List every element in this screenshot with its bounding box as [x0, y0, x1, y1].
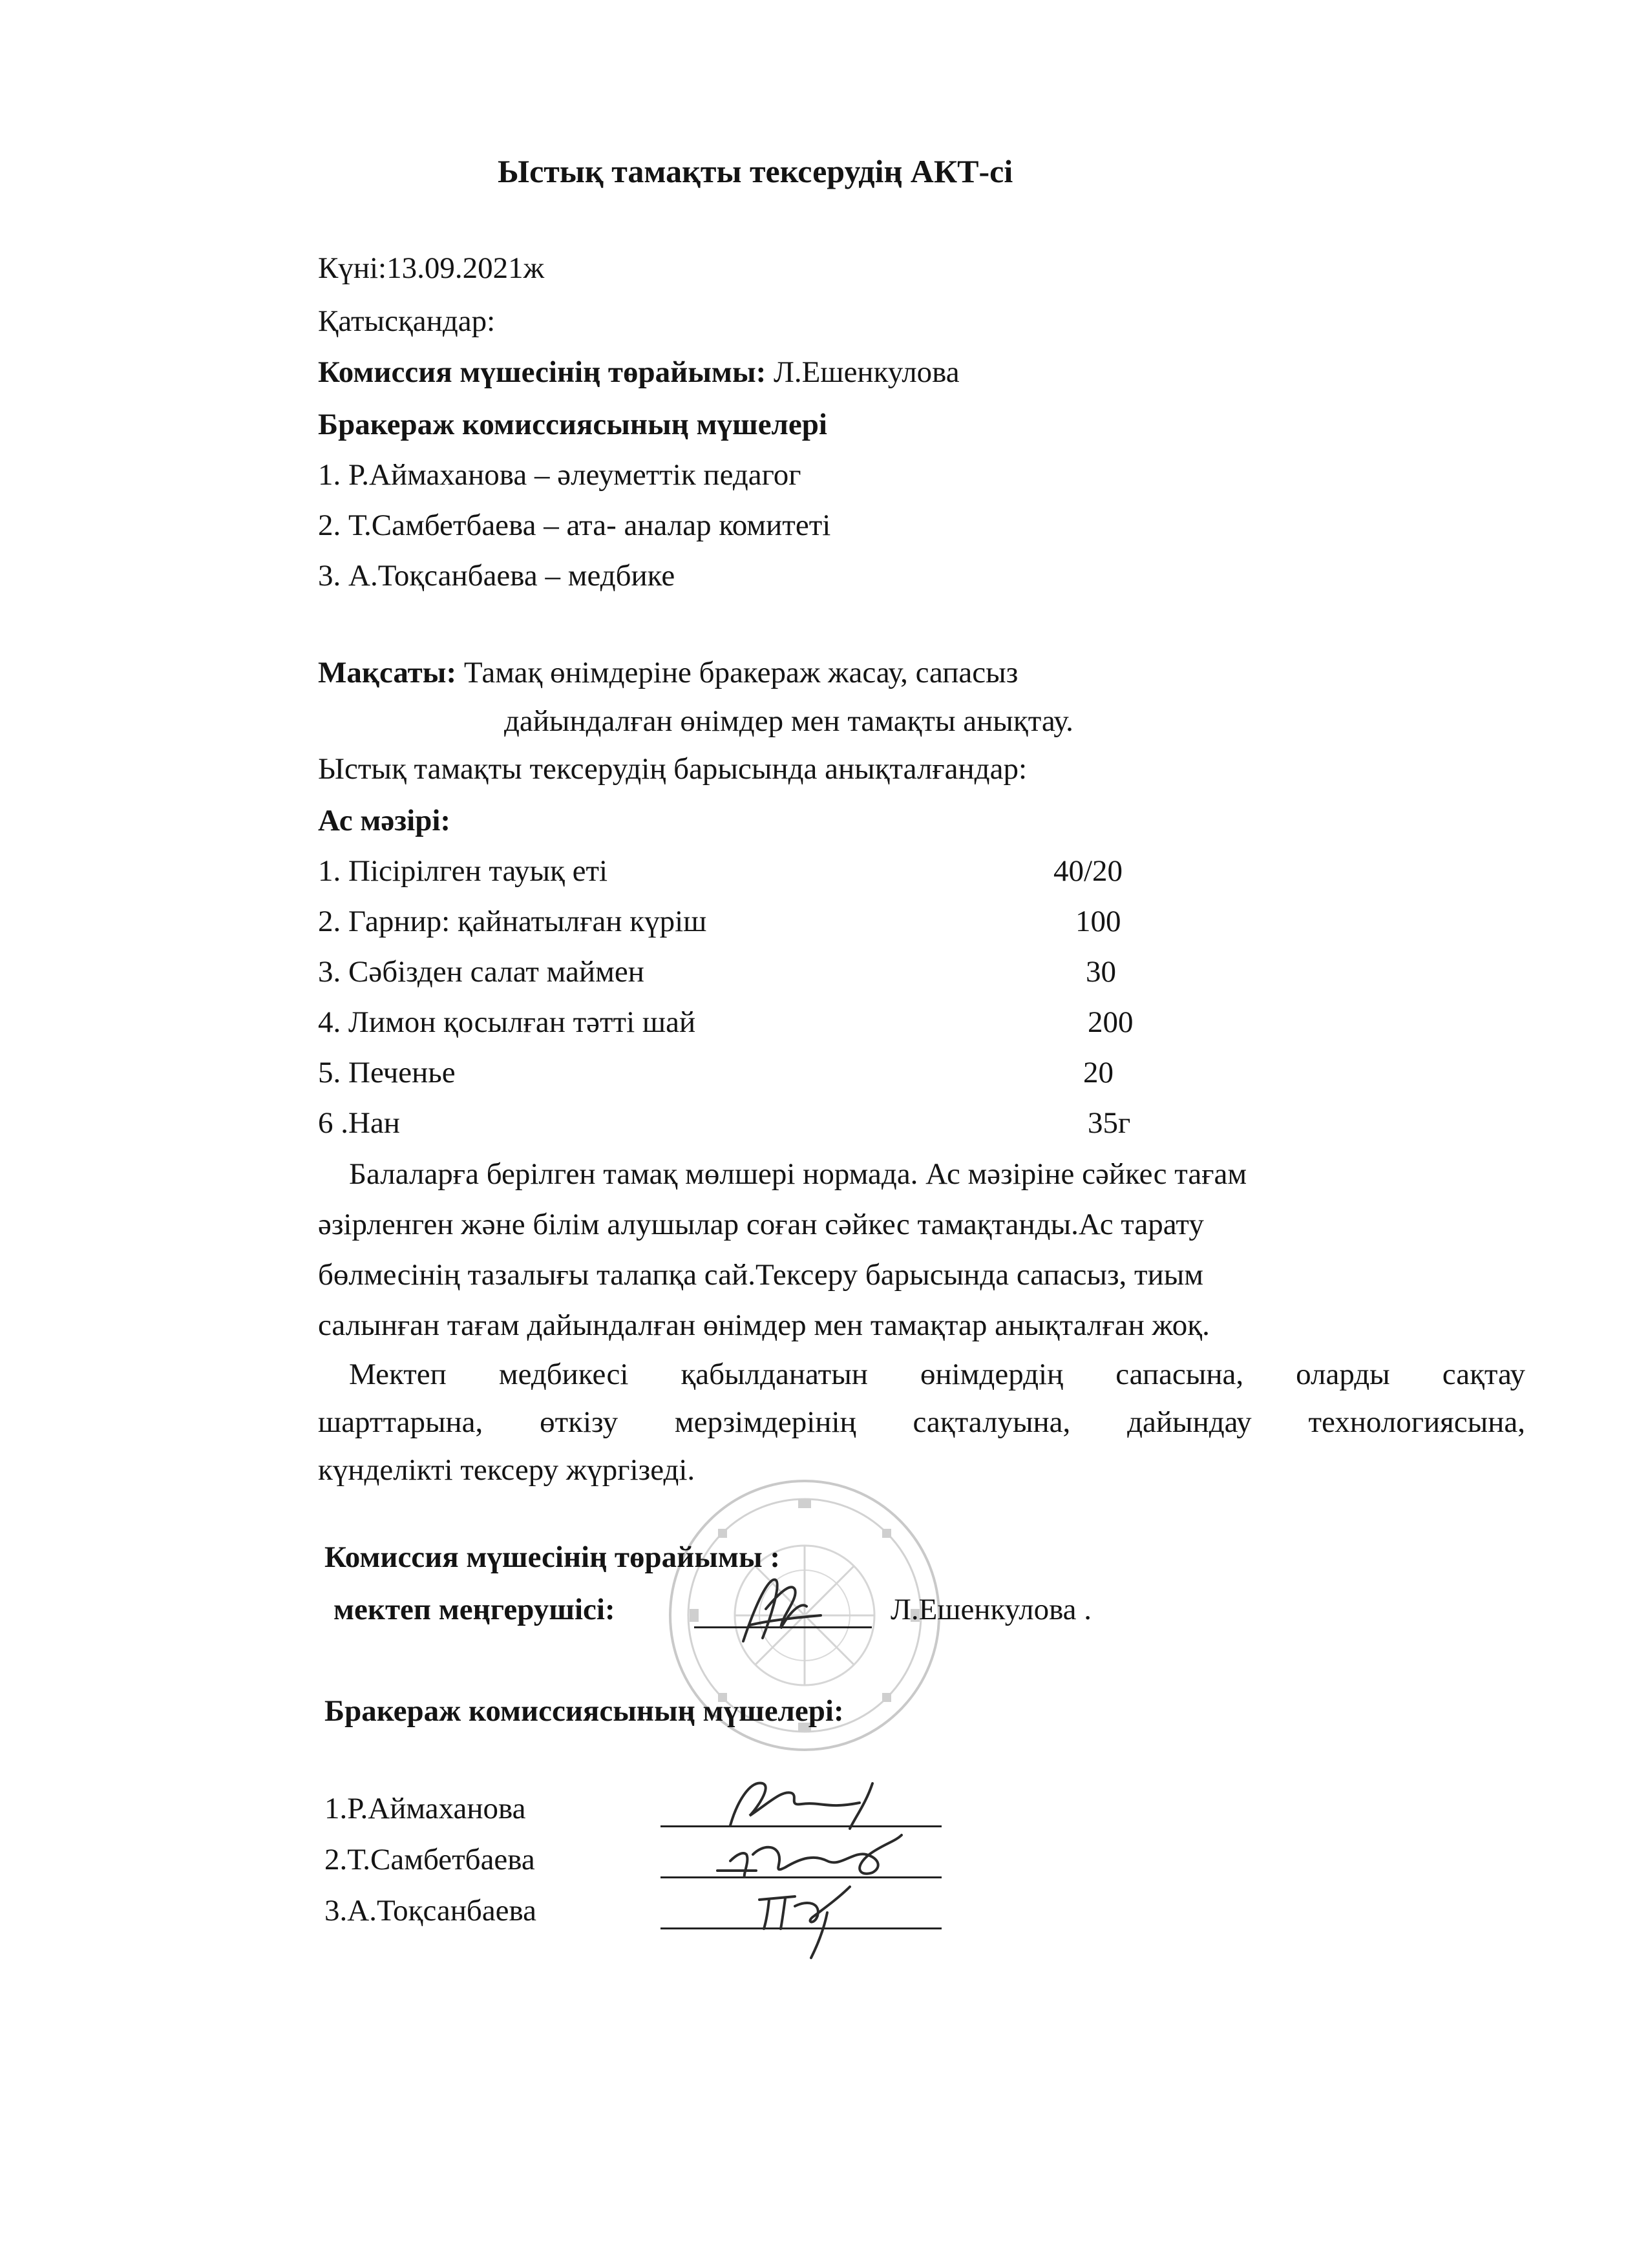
- purpose-text-1: Тамақ өнімдеріне бракераж жасау, сапасыз: [456, 656, 1019, 689]
- purpose-label: Мақсаты:: [318, 656, 457, 689]
- signoff-head-name: Л.Ешенкулова .: [891, 1593, 1092, 1626]
- paragraph1-line-4: салынған тағам дайындалған өнімдер мен тамақтар анықталған жоқ.: [318, 1308, 1210, 1342]
- menu-item-amount-3: 30: [1086, 955, 1116, 989]
- paragraph2-text-2: шарттарына, өткізу мерзімдерінің сақталуына, дайындау технологиясына,: [318, 1407, 1525, 1439]
- participants-label: Қатысқандар:: [318, 304, 496, 338]
- menu-item-amount-2: 100: [1075, 905, 1121, 938]
- chair-label: Комиссия мүшесінің төрайымы:: [318, 355, 766, 389]
- purpose-line-2: дайындалған өнімдер мен тамақты анықтау.: [504, 704, 1073, 738]
- menu-item-name-6: 6 .Нан: [318, 1106, 400, 1140]
- date-line: Күні:13.09.2021ж: [318, 251, 545, 285]
- menu-item-name-3: 3. Сәбізден салат маймен: [318, 955, 644, 989]
- menu-item-amount-5: 20: [1083, 1056, 1114, 1089]
- committee-heading: Бракераж комиссиясының мүшелері: [318, 408, 827, 441]
- paragraph1-line-1: Балаларға берілген тамақ мөлшері нормада. Ас мәзіріне сәйкес тағам: [349, 1157, 1247, 1191]
- paragraph1-line-3: бөлмесінің тазалығы талапқа сай.Тексеру барысында сапасыз, тиым: [318, 1258, 1204, 1292]
- head-signature: [730, 1564, 827, 1654]
- signoff-committee-heading: Бракераж комиссиясының мүшелері:: [324, 1694, 844, 1728]
- chair-line: [318, 357, 960, 388]
- menu-item-name-2: 2. Гарнир: қайнатылған күріш: [318, 905, 707, 938]
- signer-signature-3: [750, 1874, 860, 1964]
- menu-heading: Ас мәзірі:: [318, 804, 451, 837]
- paragraph2-line-1: [349, 1360, 1525, 1392]
- member-item-2: 2. Т.Самбетбаева – ата- аналар комитеті: [318, 509, 831, 542]
- menu-item-name-5: 5. Печенье: [318, 1056, 456, 1089]
- menu-item-name-1: 1. Пісірілген тауық еті: [318, 854, 608, 888]
- paragraph2-text-1: Мектеп медбикесі қабылданатын өнімдердің сапасына, оларды сақтау: [349, 1360, 1525, 1391]
- paragraph1-line-2: әзірленген және білім алушылар соған сәйкес тамақтанды.Ас тарату: [318, 1208, 1204, 1241]
- paragraph2-line-2: [318, 1407, 1525, 1440]
- document-title: Ыстық тамақты тексерудің АКТ-сі: [498, 153, 1013, 189]
- member-item-3: 3. А.Тоқсанбаева – медбике: [318, 559, 675, 593]
- findings-intro: Ыстық тамақты тексерудің барысында анықталғандар:: [318, 752, 1028, 786]
- signer-name-2: 2.Т.Самбетбаева: [324, 1843, 535, 1876]
- purpose-line-1: [318, 658, 1018, 688]
- signer-name-1: 1.Р.Аймаханова: [324, 1792, 526, 1825]
- paragraph2-line-3: күнделікті тексеру жүргізеді.: [318, 1453, 695, 1487]
- menu-item-amount-1: 40/20: [1053, 854, 1123, 888]
- menu-item-name-4: 4. Лимон қосылған тәтті шай: [318, 1005, 696, 1039]
- member-item-1: 1. Р.Аймаханова – әлеуметтік педагог: [318, 458, 801, 492]
- signoff-chair-label: Комиссия мүшесінің төрайымы :: [324, 1540, 781, 1574]
- menu-item-amount-4: 200: [1088, 1005, 1134, 1039]
- signer-name-3: 3.А.Тоқсанбаева: [324, 1894, 536, 1927]
- menu-item-amount-6: 35г: [1088, 1106, 1131, 1140]
- signoff-head-label: мектеп меңгерушісі:: [333, 1593, 615, 1626]
- chair-name: Л.Ешенкулова: [766, 355, 960, 389]
